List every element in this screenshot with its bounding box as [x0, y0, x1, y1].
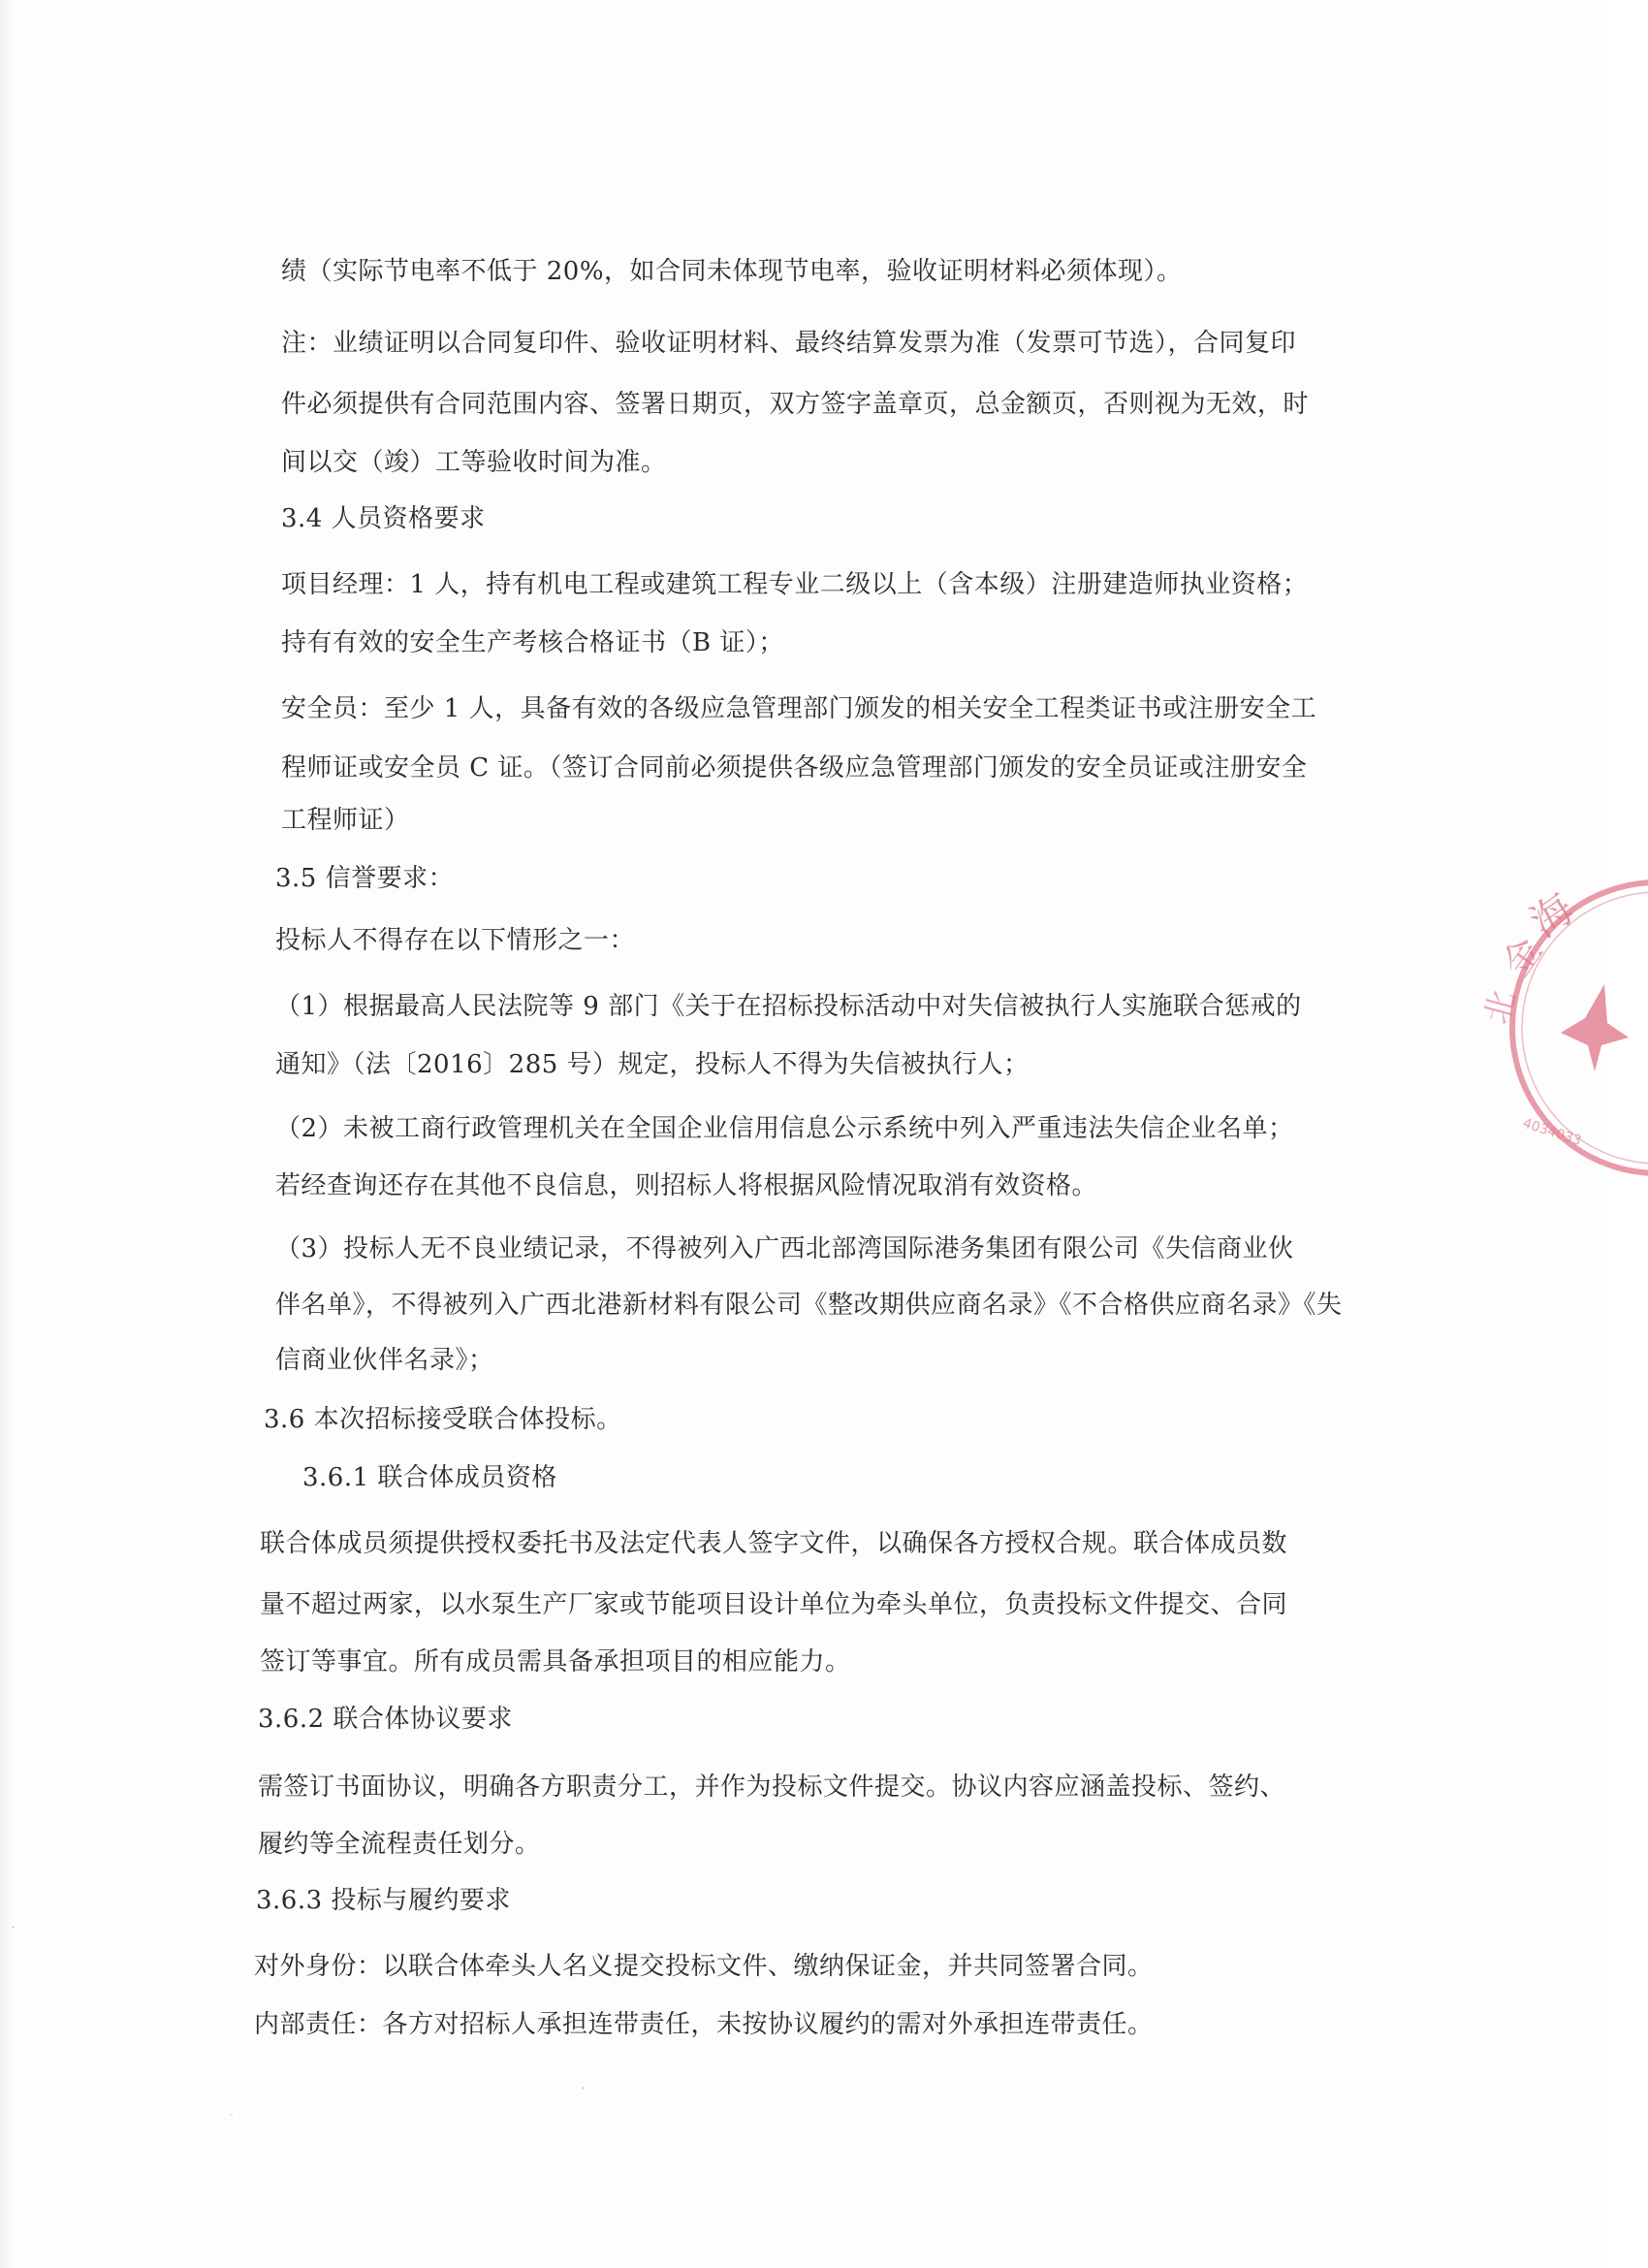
scan-speck: [231, 2114, 233, 2116]
company-seal: [1477, 853, 1648, 1202]
text-line: 履约等全流程责任划分。: [258, 1830, 541, 1859]
text-line: 注：业绩证明以合同复印件、验收证明材料、最终结算发票为准（发票可节选），合同复印: [281, 329, 1297, 358]
subsection-heading: 3.6.3 投标与履约要求: [256, 1886, 511, 1915]
text-line: （1）根据最高人民法院等 9 部门《关于在招标投标活动中对失信被执行人实施联合惩戒的: [275, 992, 1302, 1021]
text-line: 投标人不得存在以下情形之一：: [275, 926, 636, 955]
text-line: 信商业伙伴名录》；: [275, 1346, 494, 1375]
scan-speck: [582, 2087, 585, 2090]
scan-speck: [12, 1926, 15, 1929]
seal-char: 北: [1477, 986, 1524, 1029]
text-line: 量不超过两家，以水泵生产厂家或节能项目设计单位为牵头单位，负责投标文件提交、合同: [260, 1590, 1288, 1619]
text-line: 件必须提供有合同范围内容、签署日期页，双方签字盖章页，总金额页，否则视为无效，时: [281, 390, 1310, 419]
text-line: 联合体成员须提供授权委托书及法定代表人签字文件，以确保各方授权合规。联合体成员数: [260, 1529, 1288, 1558]
section-heading: 3.4 人员资格要求: [281, 504, 486, 533]
text-line: 工程师证）: [281, 806, 410, 835]
text-line: 安全员：至少 1 人，具备有效的各级应急管理部门颁发的相关安全工程类证书或注册安全工: [281, 694, 1317, 723]
text-line: 对外身份：以联合体牵头人名义提交投标文件、缴纳保证金，并共同签署合同。: [254, 1952, 1154, 1981]
section-heading: 3.6 本次招标接受联合体投标。: [264, 1405, 622, 1434]
text-line: 需签订书面协议，明确各方职责分工，并作为投标文件提交。协议内容应涵盖投标、签约、: [258, 1773, 1286, 1802]
section-heading: 3.5 信誉要求：: [275, 864, 455, 893]
text-line: 通知》（法〔2016〕285 号）规定，投标人不得为失信被执行人；: [275, 1050, 1030, 1079]
text-line: 项目经理：1 人，持有机电工程或建筑工程专业二级以上（含本级）注册建造师执业资格；: [281, 570, 1309, 599]
seal-char: 金: [1494, 929, 1551, 985]
seal-char: 海: [1521, 883, 1583, 947]
text-line: 程师证或安全员 C 证。（签订合同前必须提供各级应急管理部门颁发的安全员证或注册安全: [281, 753, 1308, 783]
subsection-heading: 3.6.1 联合体成员资格: [302, 1463, 557, 1492]
text-line: 持有有效的安全生产考核合格证书（B 证）；: [281, 628, 784, 657]
text-line: 伴名单》，不得被列入广西北港新材料有限公司《整改期供应商名录》《不合格供应商名录》《失: [275, 1291, 1343, 1320]
seal-digits: 4034033: [1520, 1115, 1584, 1150]
text-line: 若经查询还存在其他不良信息，则招标人将根据风险情况取消有效资格。: [275, 1171, 1098, 1200]
text-line: （3）投标人无不良业绩记录，不得被列入广西北部湾国际港务集团有限公司《失信商业伙: [275, 1234, 1294, 1263]
text-line: 签订等事宜。所有成员需具备承担项目的相应能力。: [260, 1647, 851, 1677]
text-line: 间以交（竣）工等验收时间为准。: [281, 448, 667, 477]
subsection-heading: 3.6.2 联合体协议要求: [258, 1705, 513, 1734]
text-line: 内部责任：各方对招标人承担连带责任，未按协议履约的需对外承担连带责任。: [254, 2010, 1154, 2039]
text-line: 绩（实际节电率不低于 20%，如合同未体现节电率，验收证明材料必须体现）。: [281, 257, 1183, 286]
text-line: （2）未被工商行政管理机关在全国企业信用信息公示系统中列入严重违法失信企业名单；: [275, 1114, 1294, 1143]
seal-graphic: [1477, 853, 1648, 1202]
